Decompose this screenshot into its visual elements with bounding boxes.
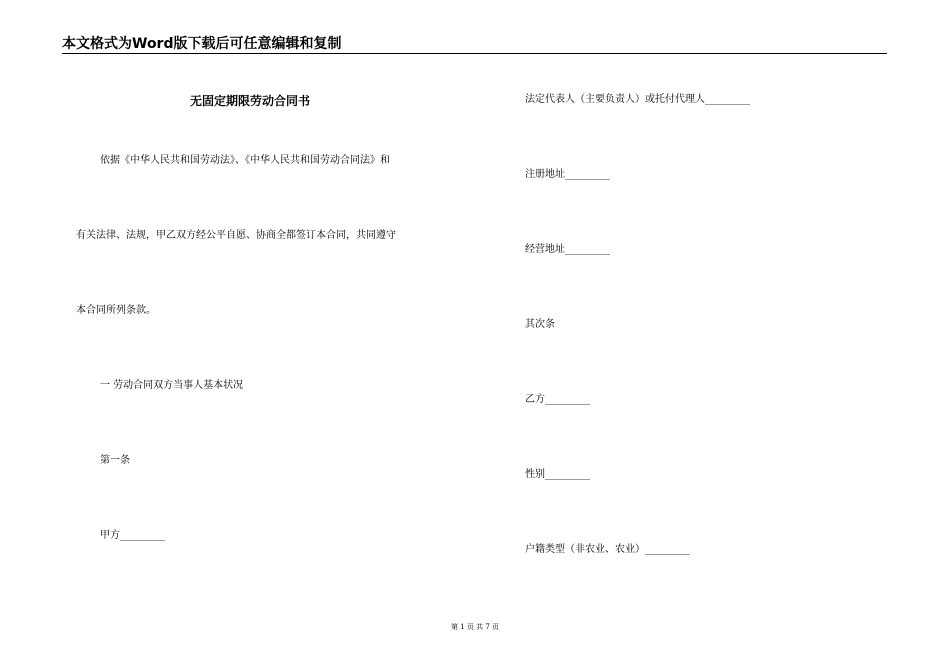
preamble-line-2: 有关法律、法规，甲乙双方经公平自愿、协商全都签订本合同，共同遵守 bbox=[76, 230, 396, 241]
gender-field: 性别_________ bbox=[525, 469, 590, 480]
registered-address-field: 注册地址_________ bbox=[525, 169, 610, 180]
preamble-line-3: 本合同所列条款。 bbox=[76, 305, 156, 316]
household-type-field: 户籍类型（非农业、农业）_________ bbox=[525, 544, 690, 555]
party-b-field: 乙方_________ bbox=[525, 394, 590, 405]
preamble-line-1: 依据《中华人民共和国劳动法》、《中华人民共和国劳动合同法》和 bbox=[100, 155, 390, 166]
download-notice-banner: 本文格式为Word版下载后可任意编辑和复制 bbox=[62, 36, 342, 52]
article-two-heading: 其次条 bbox=[525, 319, 555, 330]
page-number: 第 1 页 共 7 页 bbox=[450, 623, 500, 631]
legal-representative-field: 法定代表人（主要负责人）或托付代理人_________ bbox=[525, 94, 750, 105]
business-address-field: 经营地址_________ bbox=[525, 244, 610, 255]
document-title: 无固定期限劳动合同书 bbox=[190, 94, 311, 108]
section-heading-parties: 一 劳动合同双方当事人基本状况 bbox=[100, 380, 244, 391]
header-divider bbox=[62, 53, 887, 54]
article-one-heading: 第一条 bbox=[100, 455, 130, 466]
party-a-field: 甲方_________ bbox=[100, 530, 165, 541]
